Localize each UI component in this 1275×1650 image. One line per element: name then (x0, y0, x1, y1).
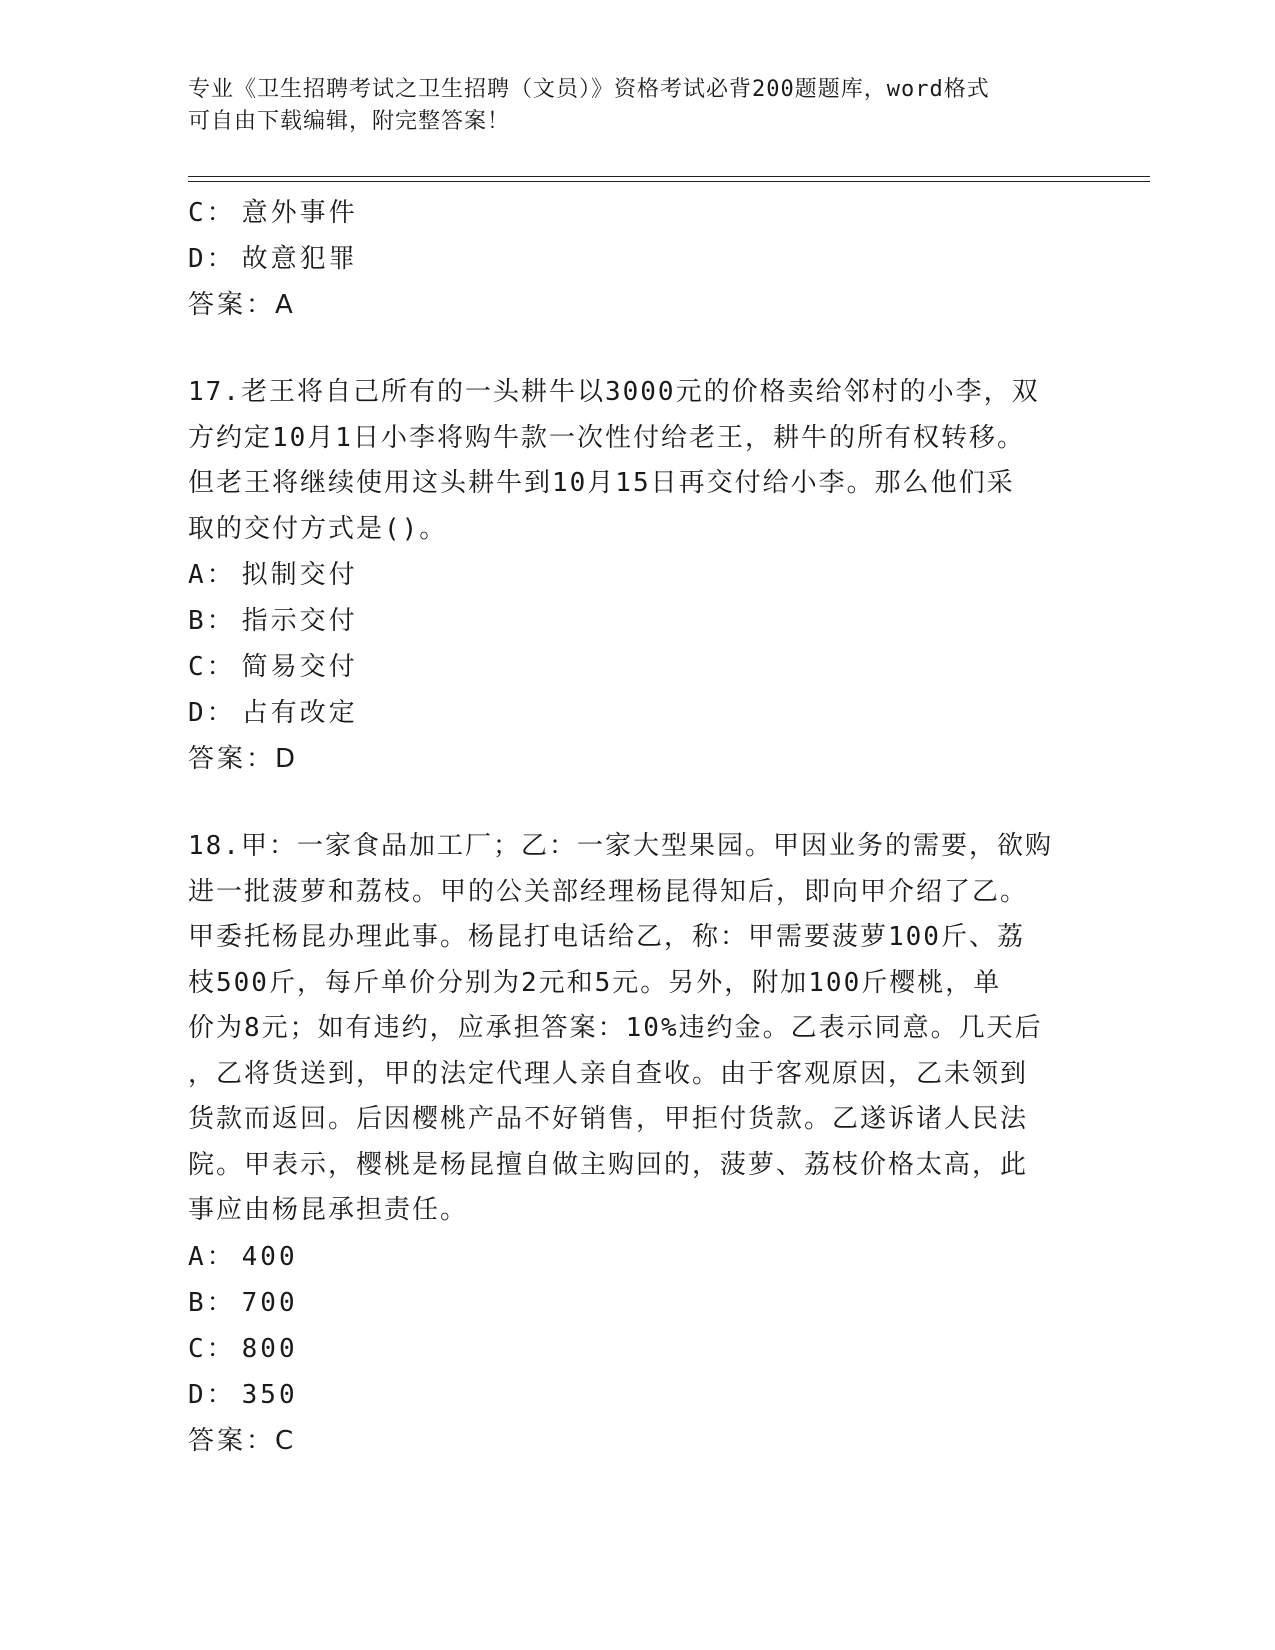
answer-line: 答案：A (188, 290, 296, 320)
option-key: B： (188, 606, 236, 636)
prev-question (188, 190, 1088, 328)
question-17 (188, 370, 1088, 782)
question-text-line: 甲委托杨昆办理此事。杨昆打电话给乙，称：甲需要菠萝100斤、荔 (188, 922, 1025, 952)
option-c (188, 1326, 1088, 1372)
option-key: A： (188, 560, 236, 590)
option-c (188, 644, 1088, 690)
option-text: 简易交付 (241, 652, 358, 682)
option-key: D： (188, 244, 236, 274)
question-18 (188, 824, 1088, 1464)
option-b (188, 1280, 1088, 1326)
question-text-line: ，乙将货送到，甲的法定代理人亲自查收。由于客观原因，乙未领到 (188, 1058, 1029, 1089)
question-text-line: 枝500斤，每斤单价分别为2元和5元。另外，附加100斤樱桃，单 (188, 967, 1002, 998)
question-text-line: 方约定10月1日小李将购牛款一次性付给老王，耕牛的所有权转移。 (188, 422, 1025, 453)
question-text-line: 17.老王将自己所有的一头耕牛以3000元的价格卖给邻村的小李，双 (188, 377, 1040, 407)
option-text: 故意犯罪 (241, 244, 358, 274)
option-d (188, 236, 1088, 282)
option-c (188, 190, 1088, 236)
document-body (188, 190, 1088, 1464)
option-key: D： (188, 1379, 236, 1410)
question-text-line: 院。甲表示，樱桃是杨昆擅自做主购回的，菠萝、荔枝价格太高，此 (188, 1149, 1029, 1180)
question-text-line: 事应由杨昆承担责任。 (188, 1195, 469, 1225)
option-d (188, 690, 1088, 736)
option-d (188, 1372, 1088, 1418)
answer-line: 答案：C (188, 1425, 297, 1456)
option-key: C： (188, 198, 236, 228)
question-text-line: 18.甲：一家食品加工厂；乙：一家大型果园。甲因业务的需要，欲购 (188, 831, 1053, 861)
option-key: A： (188, 1241, 236, 1272)
option-key: C： (188, 652, 236, 682)
option-key: B： (188, 1287, 236, 1318)
option-text: 400 (241, 1241, 298, 1272)
option-text: 700 (241, 1287, 298, 1318)
answer-line: 答案：D (188, 744, 299, 774)
header-line-1: 专业《卫生招聘考试之卫生招聘（文员）》资格考试必背200题题库，word格式 (188, 77, 990, 102)
option-key: C： (188, 1333, 236, 1364)
option-text: 占有改定 (241, 698, 358, 728)
option-text: 800 (241, 1333, 298, 1364)
question-text-line: 取的交付方式是()。 (188, 513, 448, 544)
question-text-line: 进一批菠萝和荔枝。甲的公关部经理杨昆得知后，即向甲介绍了乙。 (188, 876, 1029, 907)
option-a (188, 552, 1088, 598)
question-text-line: 货款而返回。后因樱桃产品不好销售，甲拒付货款。乙遂诉诸人民法 (188, 1104, 1029, 1134)
option-text: 拟制交付 (241, 560, 358, 590)
option-text: 意外事件 (241, 198, 358, 228)
header-divider-bottom (188, 181, 1150, 182)
option-text: 指示交付 (241, 606, 358, 636)
option-key: D： (188, 698, 236, 728)
option-text: 350 (241, 1379, 298, 1410)
header-divider-top (188, 176, 1150, 177)
question-text-line: 但老王将继续使用这头耕牛到10月15日再交付给小李。那么他们采 (188, 468, 1015, 498)
option-b (188, 598, 1088, 644)
header-line-2: 可自由下载编辑，附完整答案！ (188, 109, 511, 134)
document-header (188, 74, 1068, 138)
question-text-line: 价为8元；如有违约，应承担答案：10%违约金。乙表示同意。几天后 (188, 1013, 1043, 1043)
option-a (188, 1234, 1088, 1280)
